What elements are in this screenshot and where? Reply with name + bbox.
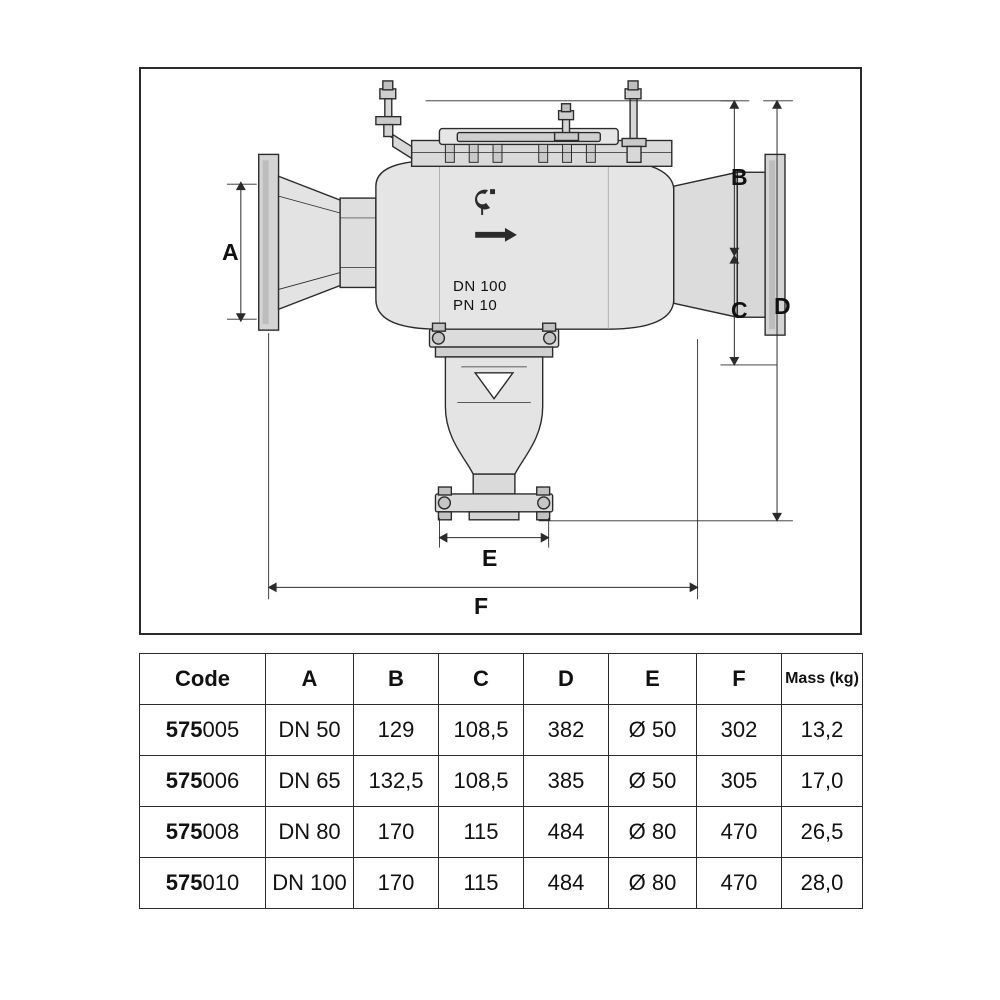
cell-mass: 26,5: [782, 807, 863, 858]
cell-b: 132,5: [354, 756, 439, 807]
cell-a: DN 65: [266, 756, 354, 807]
cell-d: 385: [524, 756, 609, 807]
cell-d: 382: [524, 705, 609, 756]
product-designation-label: [453, 277, 507, 315]
dimension-letter-f: F: [474, 593, 489, 619]
cell-code: [140, 756, 266, 807]
cell-b: 170: [354, 858, 439, 909]
cell-e: Ø 50: [609, 756, 697, 807]
dimension-letter-b: B: [731, 164, 748, 190]
cell-e: Ø 50: [609, 705, 697, 756]
code-prefix: 575: [165, 768, 203, 793]
table-row: [140, 705, 863, 756]
cell-a: DN 80: [266, 807, 354, 858]
cell-e: Ø 80: [609, 858, 697, 909]
header-mass: Mass (kg): [782, 654, 863, 705]
table-row: [140, 858, 863, 909]
designation-line-pn: PN 10: [453, 297, 498, 314]
cell-d: 484: [524, 807, 609, 858]
cell-mass: 13,2: [782, 705, 863, 756]
cell-a: DN 50: [266, 705, 354, 756]
header-b: B: [354, 654, 439, 705]
header-e: E: [609, 654, 697, 705]
cell-code: [140, 858, 266, 909]
cell-b: 129: [354, 705, 439, 756]
test-port-middle: [555, 104, 579, 141]
code-suffix: 010: [202, 870, 240, 895]
cell-a: DN 100: [266, 858, 354, 909]
cell-f: 470: [697, 807, 782, 858]
code-suffix: 005: [202, 717, 240, 742]
cell-c: 115: [439, 858, 524, 909]
cell-d: 484: [524, 858, 609, 909]
cell-f: 470: [697, 858, 782, 909]
cell-mass: 17,0: [782, 756, 863, 807]
code-prefix: 575: [165, 819, 203, 844]
dimension-letter-d: D: [774, 293, 791, 319]
designation-line-dn: DN 100: [453, 278, 507, 295]
cell-c: 108,5: [439, 756, 524, 807]
code-suffix: 008: [202, 819, 240, 844]
cell-c: 108,5: [439, 705, 524, 756]
table-row: [140, 807, 863, 858]
cell-f: 305: [697, 756, 782, 807]
header-code: Code: [140, 654, 266, 705]
cell-b: 170: [354, 807, 439, 858]
technical-drawing-panel: [139, 67, 862, 635]
dimension-letter-c: C: [731, 297, 748, 323]
dimension-letter-a: A: [222, 239, 239, 265]
test-port-left: [376, 81, 412, 158]
specification-table: [139, 653, 863, 909]
code-suffix: 006: [202, 768, 240, 793]
cell-c: 115: [439, 807, 524, 858]
header-c: C: [439, 654, 524, 705]
header-a: A: [266, 654, 354, 705]
valve-assembly-drawing: [141, 69, 860, 633]
cell-mass: 28,0: [782, 858, 863, 909]
cell-code: [140, 807, 266, 858]
cell-code: [140, 705, 266, 756]
code-prefix: 575: [165, 870, 203, 895]
cell-e: Ø 80: [609, 807, 697, 858]
header-f: F: [697, 654, 782, 705]
cell-f: 302: [697, 705, 782, 756]
code-prefix: 575: [165, 717, 203, 742]
left-flange: [259, 154, 279, 330]
table-row: [140, 756, 863, 807]
dimension-letter-e: E: [482, 545, 498, 571]
header-d: D: [524, 654, 609, 705]
table-header-row: [140, 654, 863, 705]
